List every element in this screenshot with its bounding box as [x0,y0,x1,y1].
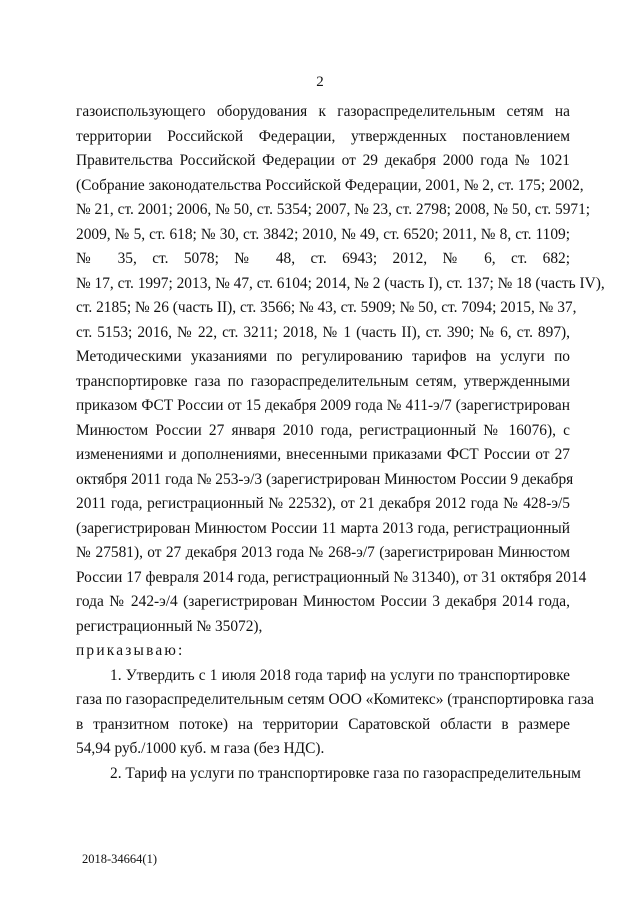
text-line: № 35, ст. 5078; № 48, ст. 6943; 2012, № 6, ст. 682; [76,250,570,267]
order-keyword: приказываю: [76,642,185,659]
text-line: России 17 февраля 2014 года, регистрационный № 31340), от 31 октября 2014 [76,568,587,586]
page-number: 2 [316,74,324,90]
document-registration-code: 2018-34664(1) [82,852,157,866]
text-line: ст. 5153; 2016, № 22, ст. 3211; 2018, № 1 (часть II), ст. 390; № 6, ст. 897), [76,323,570,341]
text-line: (зарегистрирован Минюстом России 11 марта 2013 года, регистрационный [76,519,570,537]
text-line: № 21, ст. 2001; 2006, № 50, ст. 5354; 2007, № 23, ст. 2798; 2008, № 50, ст. 5971; [76,201,591,218]
text-line: Правительства Российской Федерации от 29 декабря 2000 года № 1021 [76,152,570,169]
clause-2-line: 2. Тариф на услуги по транспортировке газа по газораспределительным [110,764,581,782]
text-line: газоиспользующего оборудования к газораспределительным сетям на [76,103,570,120]
text-line: газа по газораспределительным сетям ООО «Комитекс» (транспортировка газа [76,691,594,708]
text-line: изменениями и дополнениями, внесенными приказами ФСТ России от 27 [76,446,570,463]
text-line: октября 2011 года № 253-э/3 (зарегистрирован Минюстом России 9 декабря [76,470,574,488]
text-line: регистрационный № 35072), [76,617,263,635]
text-line: (Собрание законодательства Российской Федерации, 2001, № 2, ст. 175; 2002, [76,176,584,194]
text-line: № 17, ст. 1997; 2013, № 47, ст. 6104; 2014, № 2 (часть I), ст. 137; № 18 (часть IV), [76,274,605,292]
text-line: Минюстом России 27 января 2010 года, регистрационный № 16076), с [76,421,570,439]
text-line: года № 242-э/4 (зарегистрирован Минюстом России 3 декабря 2014 года, [76,593,570,610]
text-line: 54,94 руб./1000 куб. м газа (без НДС). [76,740,325,757]
text-line: Методическими указаниями по регулированию тарифов на услуги по [76,348,570,365]
text-line: ст. 2185; № 26 (часть II), ст. 3566; № 43, ст. 5909; № 50, ст. 7094; 2015, № 37, [76,299,577,316]
clause-1-line: 1. Утвердить с 1 июля 2018 года тариф на услуги по транспортировке [110,666,570,684]
document-body [76,100,605,786]
text-line: 2009, № 5, ст. 618; № 30, ст. 3842; 2010, № 49, ст. 6520; 2011, № 8, ст. 1109; [76,225,570,243]
text-line: 2011 года, регистрационный № 22532), от 21 декабря 2012 года № 428-э/5 [76,495,570,512]
text-line: в транзитном потоке) на территории Саратовской области в размере [76,715,570,733]
text-line: № 27581), от 27 декабря 2013 года № 268-э/7 (зарегистрирован Минюстом [76,544,570,561]
text-line: приказом ФСТ России от 15 декабря 2009 года № 411-э/7 (зарегистрирован [76,397,570,414]
text-line: территории Российской Федерации, утвержденных постановлением [76,127,570,145]
text-line: транспортировке газа по газораспределительным сетям, утвержденными [76,372,570,390]
